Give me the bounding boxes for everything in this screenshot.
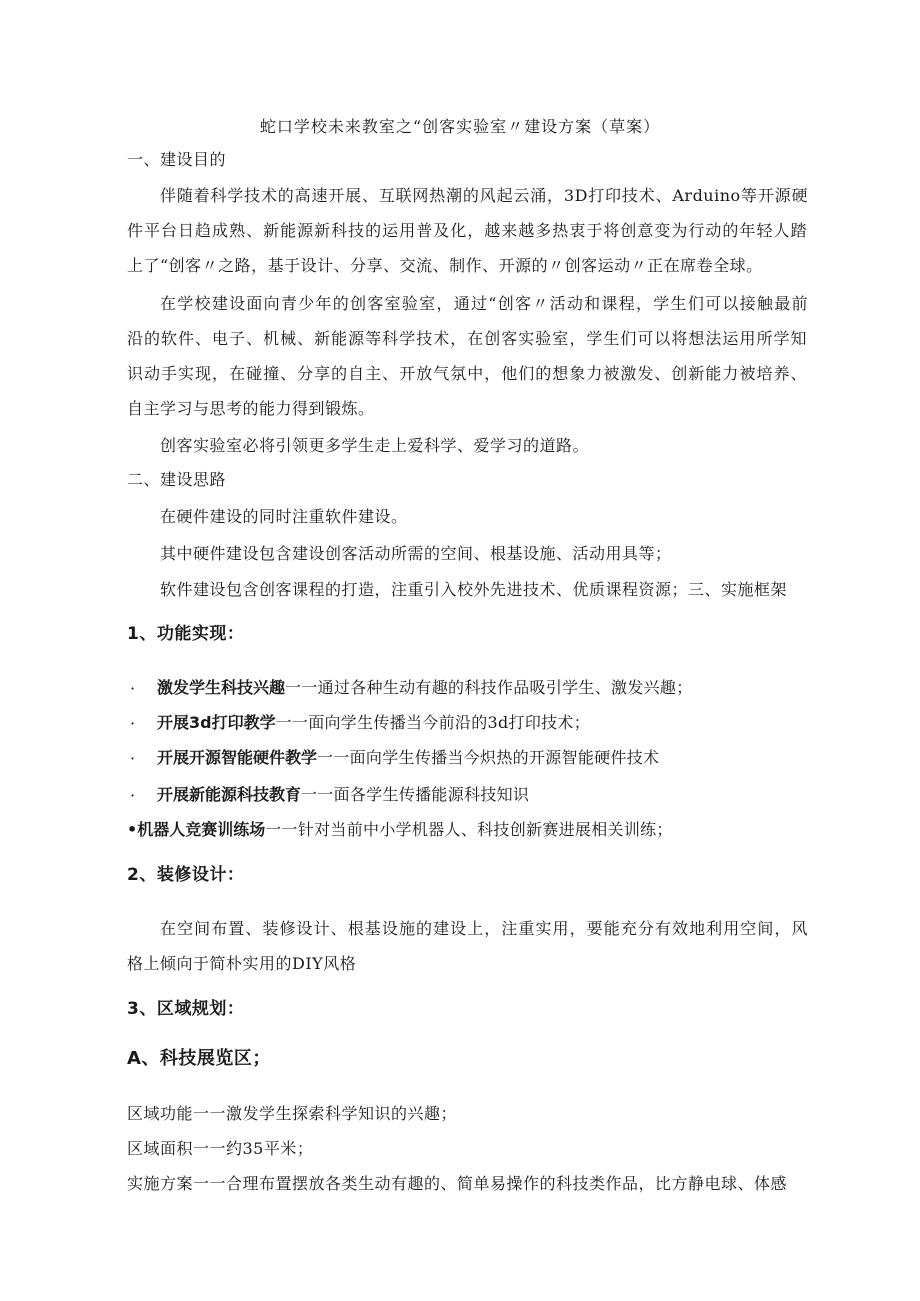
section1-heading: 一、建设目的 xyxy=(127,150,227,169)
decoration-heading: 2、装修设计： xyxy=(127,865,245,885)
para1-line1: 伴随着科学技术的高速开展、互联网热潮的风起云涌，3D打印技术、Arduino等开源硬 xyxy=(160,186,808,205)
function-item-title: 开展3d打印教学 xyxy=(157,713,276,732)
function-item-title: 开展新能源科技教育 xyxy=(157,785,302,804)
bullet-icon: · xyxy=(130,786,136,805)
zone-area: 区域面积一一约35平米； xyxy=(127,1139,314,1158)
para2-line3: 识动手实现，在碰撞、分享的自主、开放气氛中，他们的想象力被激发、创新能力被培养、 xyxy=(127,364,807,383)
para2-line1: 在学校建设面向青少年的创客室验室，通过“创客〃活动和课程，学生们可以接触最前 xyxy=(160,294,808,313)
function-item-desc: 一一针对当前中小学机器人、科技创新赛进展相关训练； xyxy=(265,820,673,839)
zone-plan: 实施方案一一合理布置摆放各类生动有趣的、简单易操作的科技类作品，比方静电球、体感 xyxy=(127,1174,788,1193)
decoration-line1: 在空间布置、装修设计、根基设施的建设上，注重实用，要能充分有效地利用空间，风 xyxy=(160,919,808,938)
functions-heading: 1、功能实现： xyxy=(127,624,245,644)
function-item-title: 开展开源智能硬件教学 xyxy=(157,748,318,767)
decoration-line2: 格上倾向于简朴实用的DIY风格 xyxy=(127,954,357,973)
para1-line2: 件平台日趋成熟、新能源新科技的运用普及化，越来越多热衷于将创意变为行动的年轻人踏 xyxy=(127,221,807,240)
function-item-title: •机器人竞赛训练场 xyxy=(127,820,266,839)
function-item-desc: 一一通过各种生动有趣的科技作品吸引学生、激发兴趣； xyxy=(285,678,693,697)
function-item-desc: 一一面各学生传播能源科技知识 xyxy=(301,785,530,804)
zones-subheading: A、科技展览区； xyxy=(127,1048,271,1069)
section2-line1: 在硬件建设的同时注重软件建设。 xyxy=(160,507,408,526)
document-title: 蛇口学校未来教室之“创客实验室〃建设方案（草案） xyxy=(259,117,661,136)
section2-heading: 二、建设思路 xyxy=(127,470,227,489)
zone-function: 区域功能一一激发学生探索科学知识的兴趣； xyxy=(127,1104,458,1123)
para2-line2: 沿的软件、电子、机械、新能源等科学技术，在创客实验室，学生们可以将想法运用所学知 xyxy=(127,329,807,348)
section2-line3: 软件建设包含创客课程的打造，注重引入校外先进技术、优质课程资源；三、实施框架 xyxy=(160,580,788,599)
function-item-title: 激发学生科技兴趣 xyxy=(157,678,286,697)
bullet-icon: · xyxy=(130,714,136,733)
section2-line2: 其中硬件建设包含建设创客活动所需的空间、根基设施、活动用具等； xyxy=(160,544,672,563)
list-item xyxy=(127,820,673,840)
para2-line4: 自主学习与思考的能力得到锻炼。 xyxy=(127,399,375,418)
bullet-icon: · xyxy=(130,679,136,698)
function-item-desc: 一一面向学生传播当今前沿的3d打印技术； xyxy=(275,713,591,732)
bullet-icon: · xyxy=(130,749,136,768)
para1-line3: 上了“创客〃之路，基于设计、分享、交流、制作、开源的〃创客运动〃正在席卷全球。 xyxy=(127,256,763,275)
zones-heading: 3、区域规划： xyxy=(127,999,245,1019)
para3: 创客实验室必将引领更多学生走上爱科学、爱学习的道路。 xyxy=(160,436,590,455)
function-item-desc: 一一面向学生传播当今炽热的开源智能硬件技术 xyxy=(317,748,660,767)
